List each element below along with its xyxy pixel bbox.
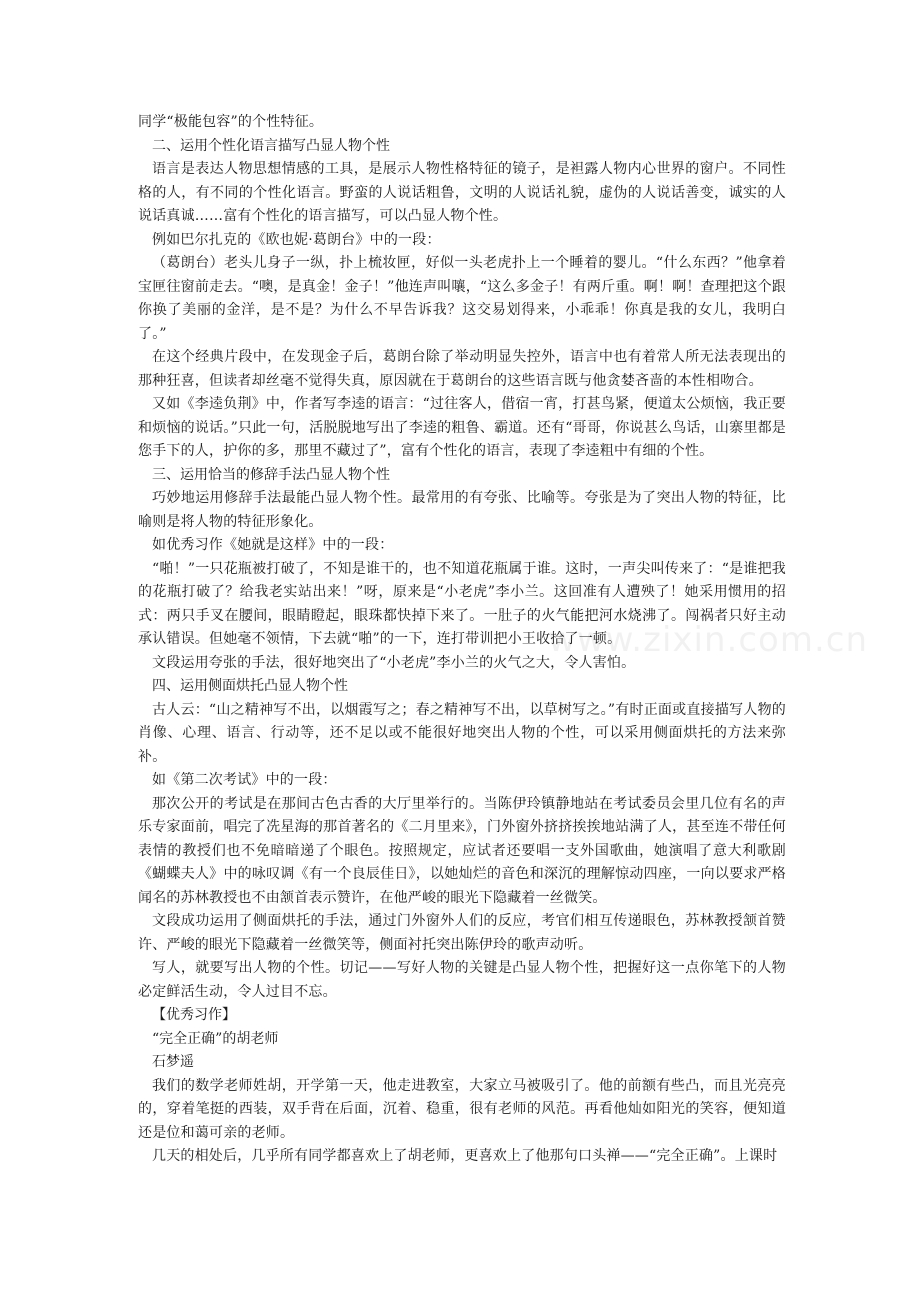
section-heading: 【优秀习作】 [152, 1007, 236, 1023]
section-heading: “完全正确”的胡老师 [152, 1030, 279, 1047]
paragraph: （葛朗台）老头儿身子一纵，扑上梳妆匣，好似一头老虎扑上一个睡着的婴儿。“什么东西？”他拿着宝匣往窗前走去。“噢，是真金！金子！”他连声叫嚷，“这么多金子！有两斤重。啊！啊！查理把这个跟你换了美丽的金洋，是不是？为什么不早告诉我？这交易划得来，小乖乖！你真是我的女儿，我明白了。” [138, 255, 786, 342]
section-heading: 二、运用个性化语言描写凸显人物个性 [152, 137, 390, 154]
paragraph: 在这个经典片段中，在发现金子后，葛朗台除了举动明显失控外，语言中也有着常人所无法表现出的那种狂喜，但读者却丝毫不觉得失真，原因就在于葛朗台的这些语言既与他贪婪吝啬的本性相吻合。 [138, 349, 786, 389]
section-heading: 石梦遥 [152, 1054, 194, 1070]
paragraph: 我们的数学老师姓胡，开学第一天，他走进教室，大家立马被吸引了。他的前额有些凸，而且光亮亮的，穿着笔挺的西装，双手背在后面，沉着、稳重，很有老师的风范。再看他灿如阳光的笑容，便知道还是位和蔼可亲的老师。 [138, 1077, 786, 1141]
paragraph: 如《第二次考试》中的一段： [152, 772, 337, 788]
section-heading: 四、运用侧面烘托凸显人物个性 [152, 678, 348, 694]
paragraph: 那次公开的考试是在那间古色古香的大厅里举行的。当陈伊玲镇静地站在考试委员会里几位有名的声乐专家面前，唱完了冼星海的那首著名的《二月里来》，门外窗外挤挤挨挨地站满了人，甚至连不带任何表情的教授们也不免暗暗递了个眼色。按照规定，应试者还要唱一支外国歌曲，她演唱了意大利歌剧《蝴蝶夫人》中的咏叹调《有一个良辰佳日》，以她灿烂的音色和深沉的理解惊动四座，一向以要求严格闻名的苏林教授也不由颔首表示赞许，在他严峻的眼光下隐藏着一丝微笑。 [138, 795, 786, 906]
paragraph: 几天的相处后，几乎所有同学都喜欢上了胡老师，更喜欢上了他那句口头禅——“完全正确”。上课时 [152, 1148, 778, 1164]
paragraph: 又如《李逵负荆》中，作者写李逵的语言：“过往客人，借宿一宵，打甚鸟紧，便道太公烦恼，我正要和烦恼的说话。”只此一句，活脱脱地写出了李逵的粗鲁、霸道。还有“哥哥，你说甚么鸟话，山寨里都是您手下的人，护你的多，那里不藏过了”，富有个性化的语言，表现了李逵粗中有细的个性。 [138, 396, 786, 459]
paragraph: 古人云：“山之精神写不出，以烟霞写之；春之精神写不出，以草树写之。”有时正面或直接描写人物的肖像、心理、语言、行动等，还不足以或不能很好地突出人物的个性，可以采用侧面烘托的方法来弥补。 [138, 701, 786, 765]
section-heading: 三、运用恰当的修辞手法凸显人物个性 [152, 466, 390, 483]
paragraph: 文段运用夸张的手法，很好地突出了“小老虎”李小兰的火气之大，令人害怕。 [152, 654, 636, 671]
paragraph: 例如巴尔扎克的《欧也妮·葛朗台》中的一段： [152, 231, 441, 248]
watermark-text: www.zixin.com.cn [548, 620, 868, 660]
paragraph: 文段成功运用了侧面烘托的手法，通过门外窗外人们的反应，考官们相互传递眼色，苏林教授颔首赞许、严峻的眼光下隐藏着一丝微笑等，侧面衬托突出陈伊玲的歌声动听。 [138, 913, 786, 953]
document-body [138, 111, 786, 1169]
paragraph: 同学“极能包容”的个性特征。 [138, 114, 324, 130]
paragraph: 如优秀习作《她就是这样》中的一段： [152, 537, 394, 553]
paragraph: 写人，就要写出人物的个性。切记——写好人物的关键是凸显人物个性，把握好这一点你笔下的人物必定鲜活生动，令人过目不忘。 [138, 960, 786, 1000]
paragraph: 语言是表达人物思想情感的工具，是展示人物性格特征的镜子，是袒露人物内心世界的窗户。不同性格的人，有不同的个性化语言。野蛮的人说话粗鲁，文明的人说话礼貌，虚伪的人说话善变，诚实的人说话真诚……富有个性化的语言描写，可以凸显人物个性。 [138, 161, 786, 224]
paragraph: 巧妙地运用修辞手法最能凸显人物个性。最常用的有夸张、比喻等。夸张是为了突出人物的特征，比喻则是将人物的特征形象化。 [138, 490, 786, 530]
paragraph: “啪！”一只花瓶被打破了，不知是谁干的，也不知道花瓶属于谁。这时，一声尖叫传来了：“是谁把我的花瓶打破了？给我老实站出来！”呀，原来是“小老虎”李小兰。这回准有人遭殃了！她采用惯用的招式：两只手叉在腰间，眼睛瞪起，眼珠都快掉下来了。一肚子的火气能把河水烧沸了。闯祸者只好主动承认错误。但她毫不领情，下去就“啪”的一下，连打带训把小王收拾了一顿。 [138, 560, 786, 647]
